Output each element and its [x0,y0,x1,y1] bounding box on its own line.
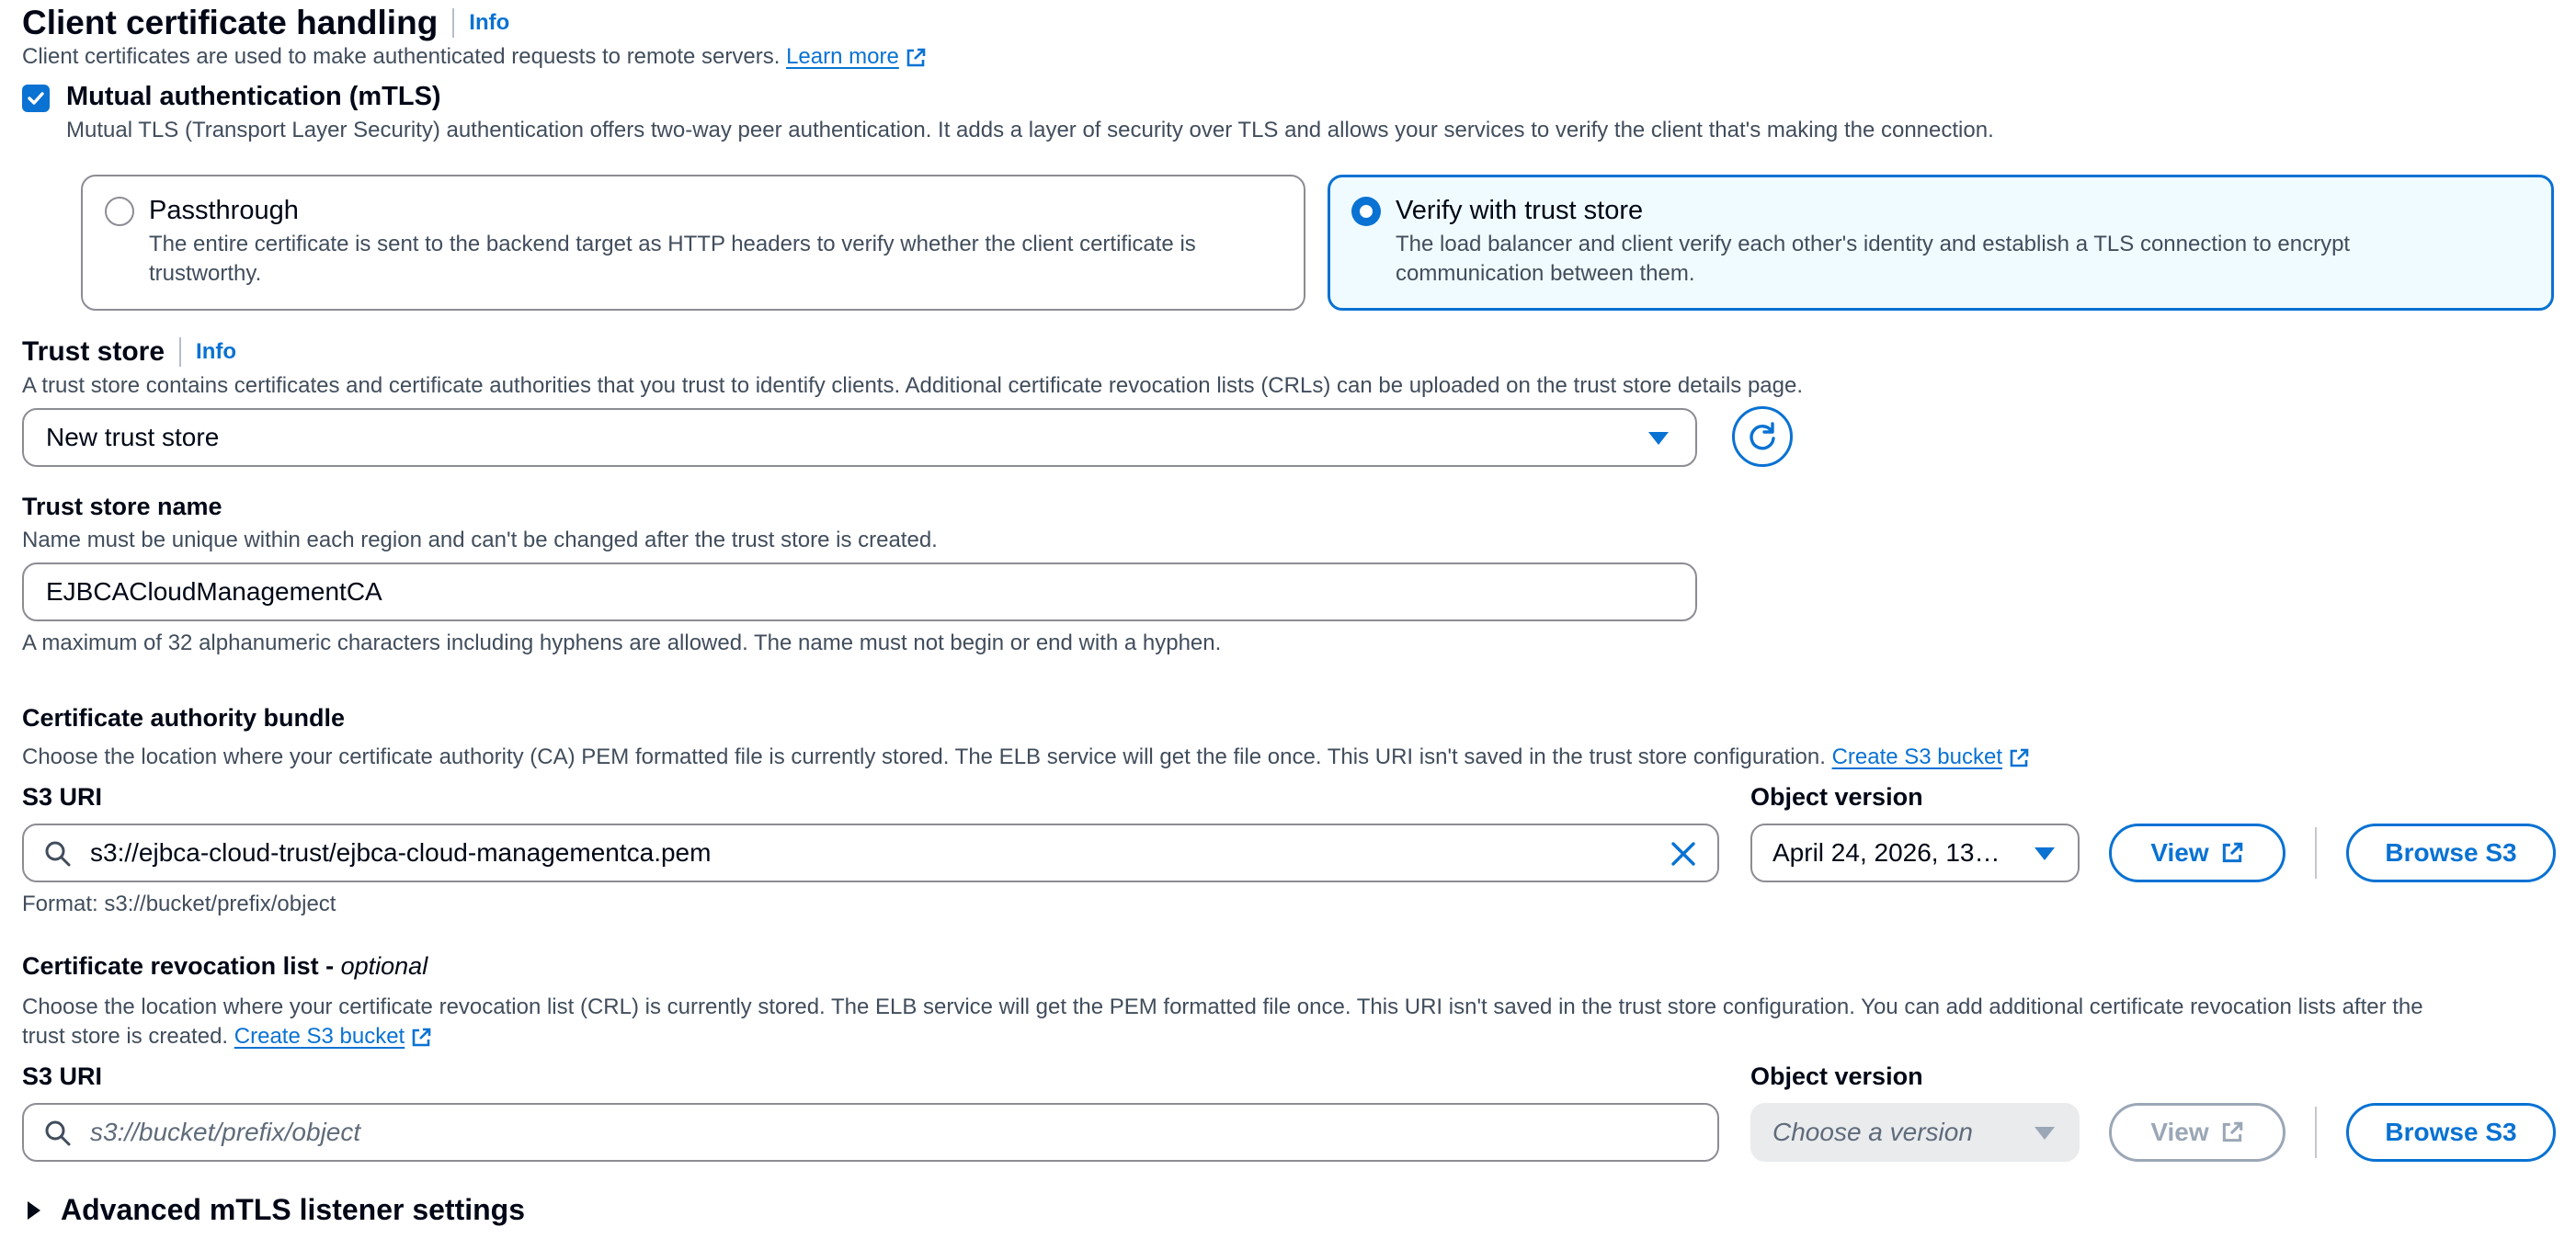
mtls-description: Mutual TLS (Transport Layer Security) authentication offers two-way peer authentication. It adds a layer of security over TLS and allows your services to verify the client that's making the connection. [66,118,1994,142]
mtls-checkbox[interactable] [22,85,50,112]
crl-view-button [2109,1103,2285,1162]
crl-view-label: View [2150,1118,2209,1146]
search-icon [44,1119,72,1147]
ca-s3-uri-label: S3 URI [22,783,103,811]
external-link-icon [2008,747,2030,769]
trust-store-name-description: Name must be unique within each region and can't be changed after the trust store is created. [22,528,938,552]
crl-description-line1: Choose the location where your certificate revocation list (CRL) is currently stored. The ELB service will get the PEM formatted file once. This URI isn't saved in the trust store configuration. You can add additional certificate revocation lists after the [22,994,2423,1019]
trust-store-name-constraint: A maximum of 32 alphanumeric characters including hyphens are allowed. The name must not begin or end with a hyphen. [22,631,1222,655]
trust-store-name-label: Trust store name [22,493,222,520]
crl-object-version-select [1750,1103,2080,1162]
caret-right-icon [26,1199,42,1222]
ca-bundle-label: Certificate authority bundle [22,704,346,732]
verify-trust-store-radio[interactable] [1351,197,1381,226]
trust-store-info-link[interactable]: Info [196,339,237,364]
verify-trust-store-label: Verify with trust store [1396,196,1644,225]
search-icon [44,840,72,868]
ca-bundle-description-row [22,743,2030,772]
passthrough-description: The entire certificate is sent to the backend target as HTTP headers to verify whether the client certificate is trustworthy. [149,232,1196,286]
crl-create-bucket-label: Create S3 bucket [234,1024,405,1049]
passthrough-card[interactable] [81,175,1305,311]
advanced-mtls-expander[interactable] [26,1193,525,1227]
crl-object-version-label: Object version [1750,1062,1923,1090]
ca-view-button[interactable] [2109,824,2285,882]
radio-dot [1360,205,1373,218]
trust-store-select[interactable] [22,408,1697,467]
trust-store-title: Trust store [22,336,165,367]
mtls-label[interactable]: Mutual authentication (mTLS) [66,82,441,111]
caret-down-icon [2034,1125,2056,1142]
crl-browse-s3-label: Browse S3 [2385,1118,2517,1146]
crl-description-row2 [22,1022,432,1051]
header-divider [452,8,454,38]
trust-store-name-value: EJBCACloudManagementCA [46,577,382,606]
passthrough-label: Passthrough [149,196,299,225]
header-divider [179,337,181,367]
ca-object-version-select[interactable] [1750,824,2080,882]
learn-more-label: Learn more [786,44,899,69]
verify-trust-store-card[interactable] [1328,175,2554,311]
ca-s3-uri-value: s3://ejbca-cloud-trust/ejbca-cloud-managementca.pem [90,838,712,867]
ca-bundle-description: Choose the location where your certificate authority (CA) PEM formatted file is currently stored. The ELB service will get the file once. This URI isn't saved in the trust store configuration. [22,744,1826,769]
crl-label: Certificate revocation list [22,952,319,980]
checkmark-icon [26,88,46,108]
client-cert-header [22,4,509,42]
crl-object-version-placeholder: Choose a version [1772,1118,1973,1146]
ca-object-version-label: Object version [1750,783,1923,811]
ca-browse-s3-label: Browse S3 [2385,838,2517,867]
ca-browse-s3-button[interactable] [2346,824,2556,882]
passthrough-radio[interactable] [105,197,134,226]
crl-description-line2: trust store is created. [22,1024,229,1049]
crl-browse-s3-button[interactable] [2346,1103,2556,1162]
ca-view-label: View [2150,838,2209,867]
crl-optional: optional [340,952,428,980]
external-link-icon [2220,841,2244,865]
client-cert-title: Client certificate handling [22,4,439,41]
button-divider [2315,1107,2317,1158]
ca-format-hint: Format: s3://bucket/prefix/object [22,892,336,916]
refresh-button[interactable] [1732,406,1793,467]
ca-create-bucket-link[interactable] [1832,744,2030,769]
crl-s3-uri-label: S3 URI [22,1062,103,1090]
client-cert-description: Client certificates are used to make authenticated requests to remote servers. [22,44,781,69]
advanced-mtls-label: Advanced mTLS listener settings [61,1193,526,1226]
external-link-icon [905,47,927,69]
trust-store-select-value: New trust store [46,423,220,451]
crl-s3-uri-input[interactable] [22,1103,1719,1162]
caret-down-icon [1647,430,1670,447]
clear-icon[interactable] [1670,840,1697,868]
ca-create-bucket-label: Create S3 bucket [1831,744,2003,769]
external-link-icon [410,1027,432,1049]
caret-down-icon [2034,846,2056,862]
verify-trust-store-description: The load balancer and client verify each other's identity and establish a TLS connection to encrypt communication between them. [1396,232,2351,286]
client-cert-info-link[interactable]: Info [469,10,510,35]
client-cert-description-row [22,42,927,72]
button-divider [2315,827,2317,879]
crl-create-bucket-link[interactable] [234,1024,432,1049]
trust-store-name-input[interactable] [22,562,1697,621]
external-link-icon [2220,1120,2244,1144]
trust-store-header [22,336,236,368]
learn-more-link[interactable] [786,44,927,69]
trust-store-description: A trust store contains certificates and certificate authorities that you trust to identify clients. Additional certificate revocation lists (CRLs) can be uploaded on the trust store details page. [22,373,1804,398]
refresh-icon [1746,420,1779,453]
ca-s3-uri-input[interactable] [22,824,1719,882]
crl-s3-uri-placeholder: s3://bucket/prefix/object [90,1118,361,1146]
crl-label-row: Certificate revocation list - optional [22,952,428,980]
ca-object-version-value: April 24, 2026, 13… [1772,838,2000,867]
